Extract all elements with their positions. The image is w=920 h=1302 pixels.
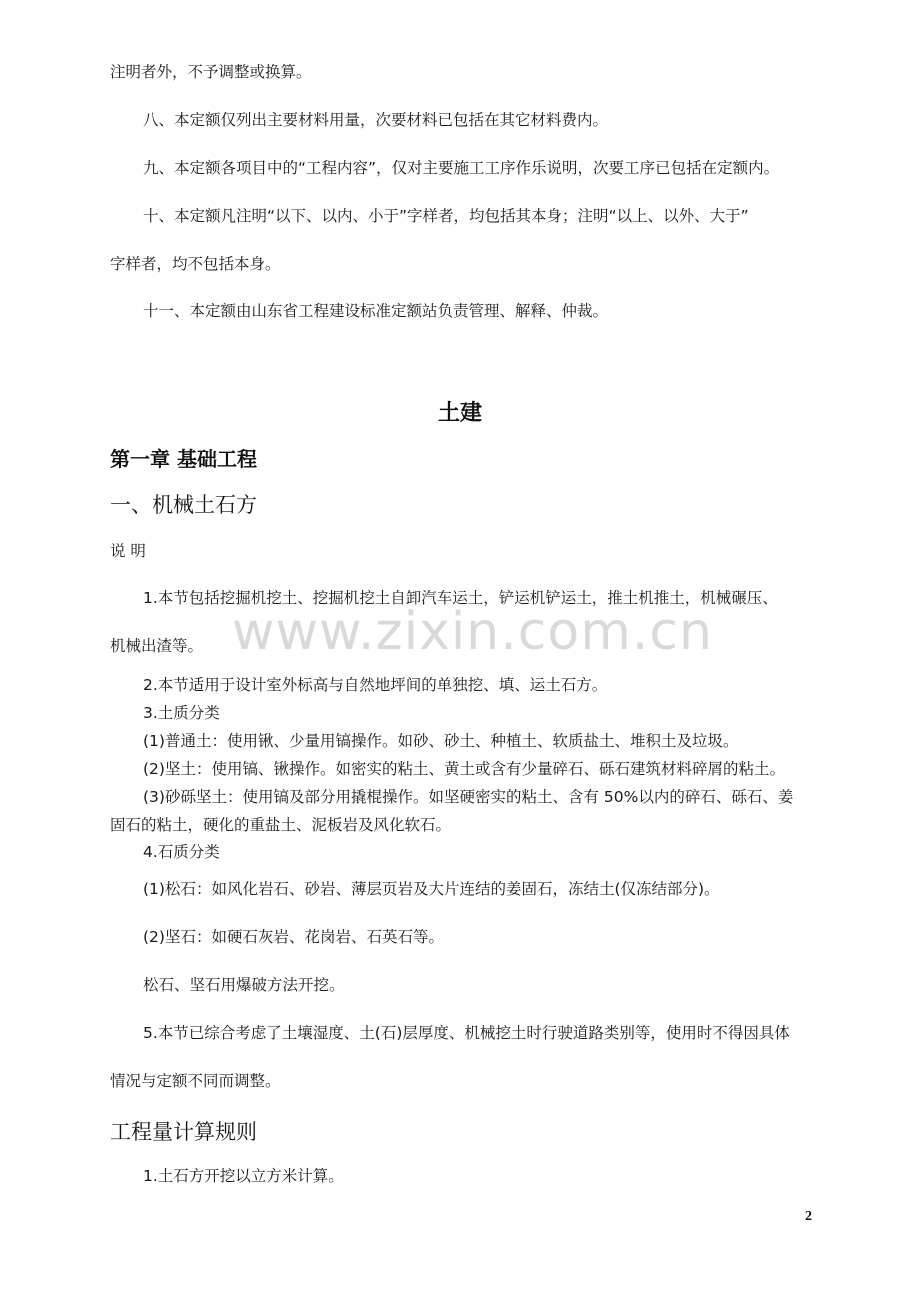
paragraph-item-11: 十一、本定额由山东省工程建设标准定额站负责管理、解释、仲裁。 xyxy=(143,302,609,320)
item-1-line1: 1.本节包括挖掘机挖土、挖掘机挖土自卸汽车运土，铲运机铲运土，推土机推土，机械碾压、 xyxy=(143,589,778,607)
page-title: 土建 xyxy=(437,401,482,426)
paragraph-item-10-line1: 十、本定额凡注明“以下、以内、小于”字样者，均包括其本身；注明“以上、以外、大于” xyxy=(143,207,749,225)
item-2: 2.本节适用于设计室外标高与自然地坪间的单独挖、填、运土石方。 xyxy=(143,676,608,694)
item-4: 4.石质分类 xyxy=(143,843,220,861)
item-3: 3.土质分类 xyxy=(143,704,220,722)
note-label: 说 明 xyxy=(110,542,146,560)
item-5-line1: 5.本节已综合考虑了土壤湿度、土(石)层厚度、机械挖土时行驶道路类别等，使用时不得因具体 xyxy=(143,1024,790,1042)
item-1-line2: 机械出渣等。 xyxy=(110,637,204,655)
paragraph-continuation: 注明者外，不予调整或换算。 xyxy=(110,63,312,81)
paragraph-item-10-line2: 字样者，均不包括本身。 xyxy=(110,255,281,273)
item-3-1: (1)普通土：使用锹、少量用镐操作。如砂、砂土、种植土、软质盐土、堆积土及垃圾。 xyxy=(143,732,739,750)
page-number: 2 xyxy=(805,1209,812,1224)
paragraph-item-9: 九、本定额各项目中的“工程内容”，仅对主要施工工序作乐说明，次要工序已包括在定额内。 xyxy=(143,159,780,177)
item-4-3: 松石、坚石用爆破方法开挖。 xyxy=(143,976,345,994)
watermark: www.zixin.com.cn xyxy=(232,602,713,662)
rules-heading: 工程量计算规则 xyxy=(110,1120,257,1144)
item-4-2: (2)坚石：如硬石灰岩、花岗岩、石英石等。 xyxy=(143,928,444,946)
item-3-3-line2: 固石的粘土，硬化的重盐土、泥板岩及风化软石。 xyxy=(110,816,452,834)
item-4-1: (1)松石：如风化岩石、砂岩、薄层页岩及大片连结的姜固石，冻结土(仅冻结部分)。 xyxy=(143,880,720,898)
item-3-3-line1: (3)砂砾坚土：使用镐及部分用撬棍操作。如坚硬密实的粘土、含有 50%以内的碎石、砾石、姜 xyxy=(143,788,794,806)
item-5-line2: 情况与定额不同而调整。 xyxy=(110,1072,281,1090)
rule-1: 1.土石方开挖以立方米计算。 xyxy=(143,1167,344,1185)
paragraph-item-8: 八、本定额仅列出主要材料用量，次要材料已包括在其它材料费内。 xyxy=(143,111,609,129)
item-3-2: (2)坚土：使用镐、锹操作。如密实的粘土、黄土或含有少量碎石、砾石建筑材料碎屑的粘土。 xyxy=(143,760,785,778)
chapter-heading: 第一章 基础工程 xyxy=(110,447,257,471)
section-heading: 一、机械土石方 xyxy=(110,493,257,517)
